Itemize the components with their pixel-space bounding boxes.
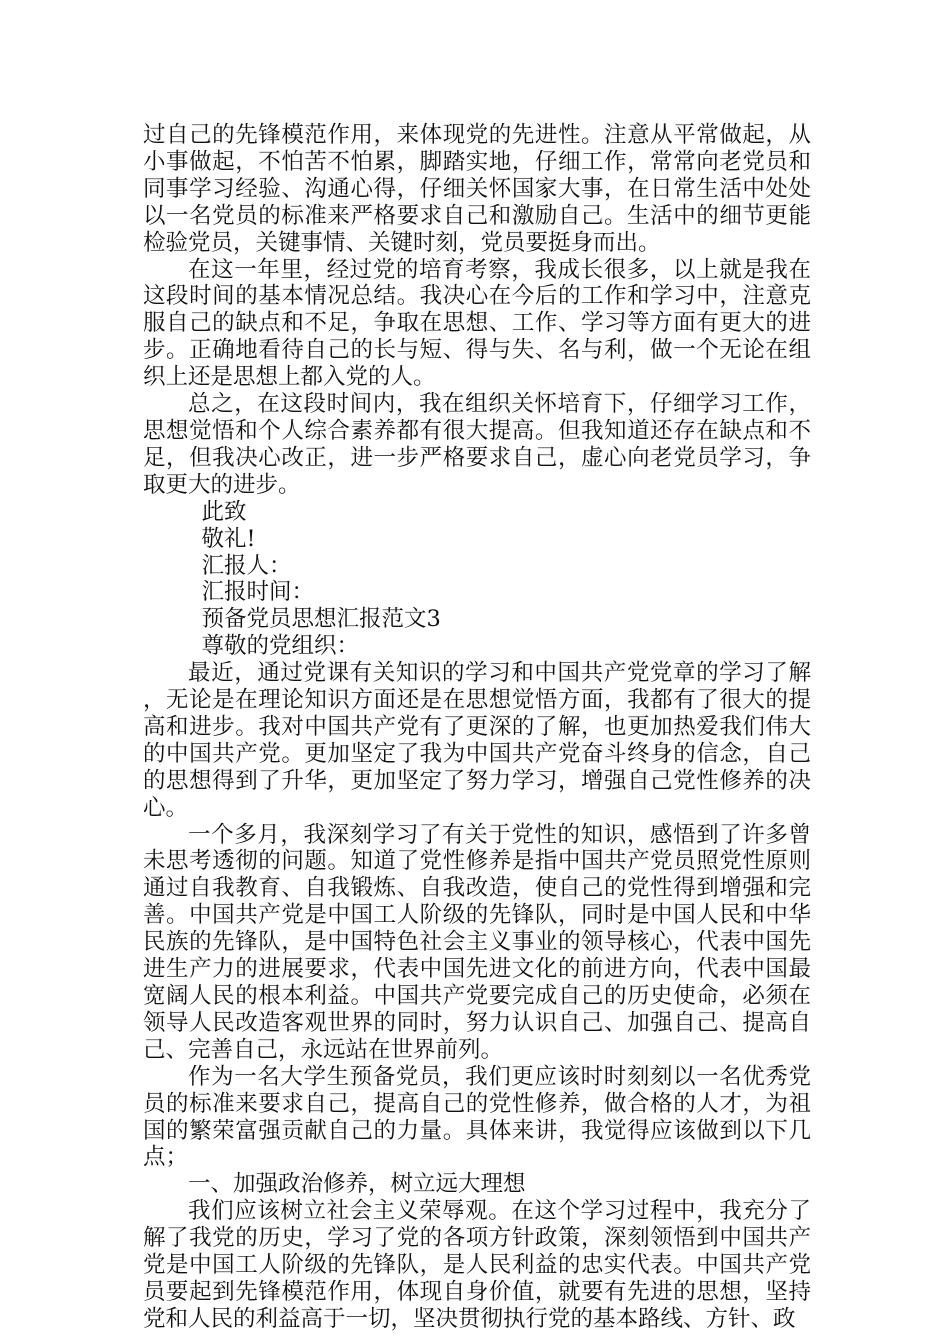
document-page	[143, 122, 811, 1333]
paragraph-conclusion: 总之，在这段时间内，我在组织关怀培育下，仔细学习工作，思想觉悟和个人综合素养都有很大提高。但我知道还存在缺点和不足，但我决心改正，进一步严格要求自己，虚心向老党员学习，争取更大的进步。	[143, 391, 811, 498]
reporter-label: 汇报人：	[201, 552, 292, 579]
closing-respect: 敬礼!	[201, 525, 256, 552]
paragraph-student-member: 作为一名大学生预备党员，我们更应该时时刻刻以一名优秀党员的标准来要求自己，提高自己的党性修养，做合格的人才，为祖国的繁荣富强贡献自己的力量。具体来讲，我觉得应该做到以下几点；	[143, 1063, 811, 1171]
greeting-party-organization: 尊敬的党组织：	[201, 633, 360, 660]
report-time-label: 汇报时间：	[201, 579, 315, 606]
paragraph-recent-study: 最近，通过党课有关知识的学习和中国共产党党章的学习了解，无论是在理论知识方面还是在思想觉悟方面，我都有了很大的提高和进步。我对中国共产党有了更深的了解，也更加热爱我们伟大的中国共产党。更加坚定了我为中国共产党奋斗终身的信念，自己的思想得到了升华，更加坚定了努力学习，增强自己党性修养的决心。	[143, 660, 811, 821]
section-title-sample-3: 预备党员思想汇报范文3	[201, 606, 441, 633]
paragraph-party-spirit: 一个多月，我深刻学习了有关于党性的知识，感悟到了许多曾未思考透彻的问题。知道了党性修养是指中国共产党员照党性原则通过自我教育、自我锻炼、自我改造，使自己的党性得到增强和完善。中国共产党是中国工人阶级的先锋队，同时是中国人民和中华民族的先锋队，是中国特色社会主义事业的领导核心，代表中国先进生产力的进展要求，代表中国先进文化的前进方向，代表中国最宽阔人民的根本利益。中国共产党要完成自己的历史使命，必须在领导人民改造客观世界的同时，努力认识自己、加强自己、提高自己、完善自己，永远站在世界前列。	[143, 821, 811, 1063]
closing-salutation: 此致	[201, 498, 247, 525]
paragraph-year-summary: 在这一年里，经过党的培育考察，我成长很多，以上就是我在这段时间的基本情况总结。我决心在今后的工作和学习中，注意克服自己的缺点和不足，争取在思想、工作、学习等方面有更大的进步。正确地看待自己的长与短、得与失、名与利，做一个无论在组织上还是思想上都入党的人。	[143, 256, 811, 391]
paragraph-party-vanguard-continued: 过自己的先锋模范作用，来体现党的先进性。注意从平常做起，从小事做起，不怕苦不怕累，脚踏实地，仔细工作，常常向老党员和同事学习经验、沟通心得，仔细关怀国家大事，在日常生活中处处以一名党员的标准来严格要求自己和激励自己。生活中的细节更能检验党员，关键事情、关键时刻，党员要挺身而出。	[143, 122, 811, 256]
heading-political-cultivation: 一、加强政治修养，树立远大理想	[188, 1171, 526, 1198]
paragraph-socialist-values: 我们应该树立社会主义荣辱观。在这个学习过程中，我充分了解了我党的历史，学习了党的各项方针政策，深刻领悟到中国共产党是中国工人阶级的先锋队，是人民利益的忠实代表。中国共产党员要起到先锋模范作用，体现自身价值，就要有先进的思想，坚持党和人民的利益高于一切，坚决贯彻执行党的基本路线、方针、政	[143, 1198, 811, 1332]
